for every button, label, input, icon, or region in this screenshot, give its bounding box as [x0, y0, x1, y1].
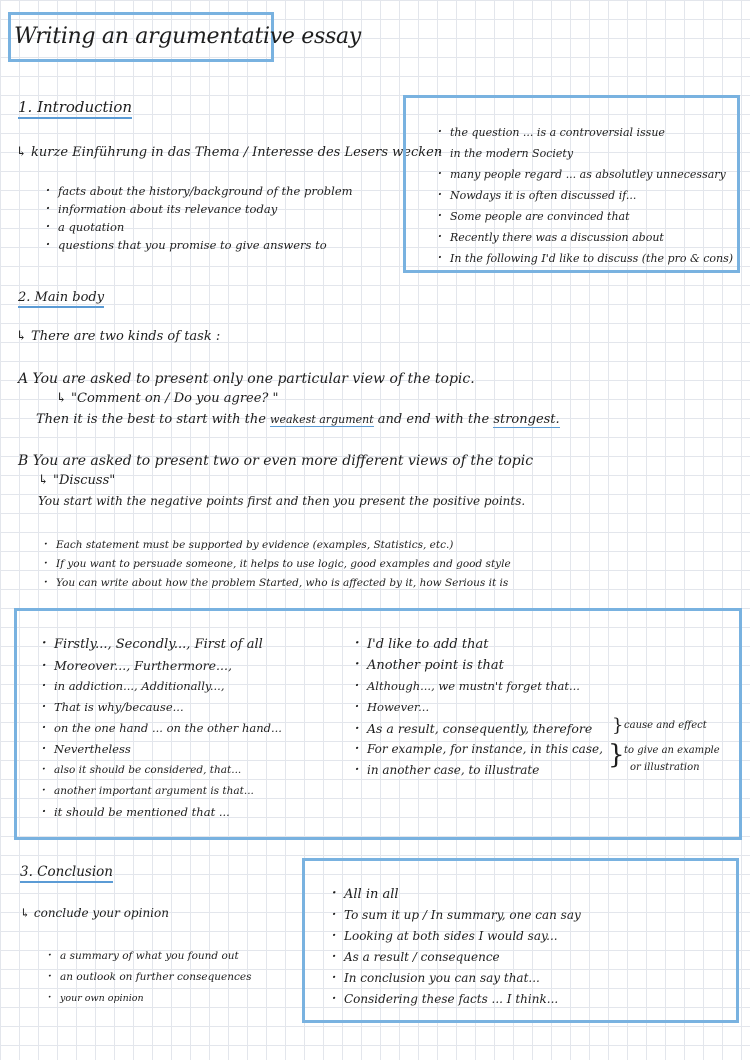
conclusion-phrases-list	[332, 884, 581, 1010]
conclusion-phrase: · Looking at both sides I would say...	[332, 926, 581, 947]
task-a-then-mid: and end with the	[373, 412, 494, 427]
linking-left-item: · it should be mentioned that ...	[42, 802, 282, 823]
conclusion-heading-text: 3. Conclusion	[20, 864, 113, 883]
intro-item: · facts about the history/background of the problem	[46, 182, 353, 200]
task-a-quote: ↳ "Comment on / Do you agree? "	[56, 391, 279, 406]
task-a-line: A You are asked to present only one particular view of the topic.	[18, 371, 475, 387]
linking-left-item: · That is why/because...	[42, 697, 282, 718]
intro-phrase: · the question ... is a controversial issue	[438, 122, 733, 143]
task-b-quote: ↳ "Discuss"	[38, 473, 116, 488]
linking-left-item: · another important argument is that...	[42, 781, 282, 802]
intro-list	[46, 182, 353, 254]
conclusion-item: · an outlook on further consequences	[48, 967, 252, 988]
intro-item: · a quotation	[46, 218, 353, 236]
intro-phrase: · Some people are convinced that	[438, 206, 733, 227]
conclusion-heading	[20, 862, 113, 880]
conclusion-item: · your own opinion	[48, 988, 252, 1009]
intro-phrase: · Nowdays it is often discussed if...	[438, 185, 733, 206]
intro-phrase: · in the modern Society	[438, 143, 733, 164]
linking-right-item: · As a result, consequently, therefore	[355, 718, 603, 739]
statement-item: · If you want to persuade someone, it helps to use logic, good examples and good style	[44, 555, 511, 574]
note-example-b: or illustration	[630, 762, 700, 773]
task-a-then-pre: Then it is the best to start with the	[36, 412, 271, 427]
linking-right-item: · Although..., we mustn't forget that...	[355, 676, 603, 697]
linking-left-item: · Moreover..., Furthermore...,	[42, 655, 282, 676]
linking-right-item: · For example, for instance, in this case,	[355, 739, 603, 760]
task-a-weakest: weakest argument	[270, 413, 374, 426]
linking-right-item: · Another point is that	[355, 655, 603, 676]
statements-list	[44, 536, 511, 593]
conclusion-phrase: · Considering these facts ... I think...	[332, 989, 581, 1010]
main-body-heading-text: 2. Main body	[18, 290, 104, 308]
linking-left-item: · also it should be considered, that...	[42, 760, 282, 781]
linking-right-item: · However...	[355, 697, 603, 718]
main-body-heading	[18, 287, 104, 305]
conclusion-phrase: · As a result / consequence	[332, 947, 581, 968]
note-example-a: to give an example	[624, 745, 720, 756]
conclusion-phrase: · All in all	[332, 884, 581, 905]
brace-example: }	[608, 740, 625, 770]
page-title: Writing an argumentative essay	[14, 24, 361, 49]
linking-left-item: · on the one hand ... on the other hand...	[42, 718, 282, 739]
task-b-line: B You are asked to present two or even more different views of the topic	[18, 453, 534, 469]
linking-left-item: · Nevertheless	[42, 739, 282, 760]
linking-left-item: · Firstly..., Secondly..., First of all	[42, 634, 282, 655]
conclusion-phrase: · In conclusion you can say that...	[332, 968, 581, 989]
intro-heading	[18, 98, 132, 116]
intro-phrase: · Recently there was a discussion about	[438, 227, 733, 248]
intro-heading-text: 1. Introduction	[18, 98, 132, 119]
statement-item: · You can write about how the problem Started, who is affected by it, how Serious it is	[44, 574, 511, 593]
note-cause-effect: cause and effect	[624, 720, 707, 731]
linking-left-list	[42, 634, 282, 823]
intro-item: · information about its relevance today	[46, 200, 353, 218]
main-body-kinds: ↳ There are two kinds of task :	[16, 329, 221, 344]
linking-right-item: · I'd like to add that	[355, 634, 603, 655]
conclusion-item: · a summary of what you found out	[48, 946, 252, 967]
task-a-then	[36, 412, 560, 427]
intro-item: · questions that you promise to give answers to	[46, 236, 353, 254]
conclusion-phrase: · To sum it up / In summary, one can say	[332, 905, 581, 926]
task-a-strongest: strongest.	[493, 412, 560, 427]
conclusion-list	[48, 946, 252, 1009]
linking-right-item: · in another case, to illustrate	[355, 760, 603, 781]
statement-item: · Each statement must be supported by evidence (examples, Statistics, etc.)	[44, 536, 511, 555]
conclusion-description: ↳ conclude your opinion	[20, 906, 169, 920]
task-b-desc: You start with the negative points first and then you present the positive points.	[38, 494, 526, 508]
linking-left-item: · in addiction..., Additionally...,	[42, 676, 282, 697]
intro-description: ↳ kurze Einführung in das Thema / Interesse des Lesers wecken	[16, 145, 443, 160]
intro-phrase: · In the following I'd like to discuss (the pro & cons)	[438, 248, 733, 269]
brace-cause-effect: }	[612, 715, 624, 736]
linking-right-list	[355, 634, 603, 781]
intro-phrases-list	[438, 122, 733, 269]
intro-phrase: · many people regard ... as absolutley unnecessary	[438, 164, 733, 185]
